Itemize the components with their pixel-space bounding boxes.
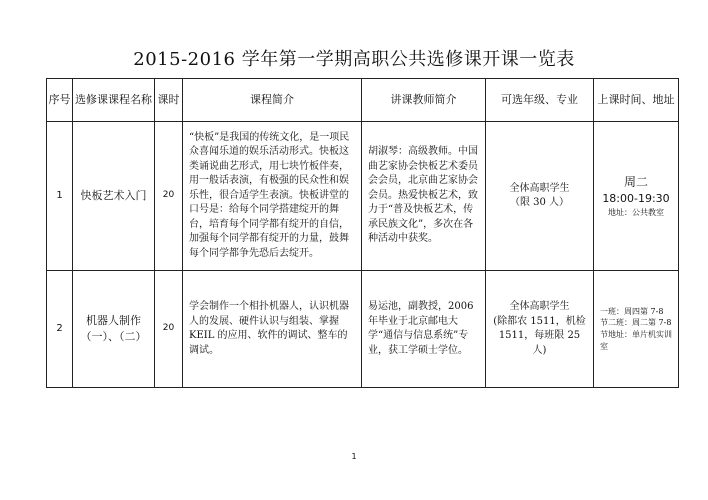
eligible-cell	[486, 271, 594, 388]
time-place-cell	[594, 122, 679, 271]
course-intro: 学会制作一个相扑机器人，认识机器人的发展、硬件认识与组装、掌握 KEIL 的应用、软件的调试、整车的调试。	[183, 271, 362, 388]
table-header-row	[47, 79, 679, 122]
course-name: 快板艺术入门	[73, 122, 155, 271]
eligible-line2: (除都农 1511，机检 1511，每班限 25 人)	[493, 315, 586, 356]
place: 地址：公共教室	[608, 207, 664, 217]
course-name-cell	[73, 271, 155, 388]
header-hours: 课时	[155, 79, 183, 122]
page-number: 1	[351, 452, 357, 461]
header-teacher-intro: 讲课教师简介	[362, 79, 486, 122]
eligible-line2: （限 30 人）	[509, 197, 570, 208]
header-index: 序号	[47, 79, 73, 122]
time-hours: 18:00-19:30	[602, 191, 670, 205]
teacher-intro: 易运池，副教授，2006 年毕业于北京邮电大学“通信与信息系统”专业，获工学硕士学位。	[362, 271, 486, 388]
table-row	[47, 271, 679, 388]
course-hours: 20	[155, 122, 183, 271]
eligible-line1: 全体高职学生	[509, 301, 570, 312]
course-table	[46, 78, 679, 388]
eligible-cell	[486, 122, 594, 271]
course-name-line2: （一）、（二）	[80, 330, 147, 343]
time-place: 一班：周四第 7-8 节二班：周二第 7-8 节地址：单片机实训室	[594, 271, 679, 388]
course-hours: 20	[155, 271, 183, 388]
header-time-place: 上课时间、地址	[594, 79, 679, 122]
time-day: 周二	[623, 174, 648, 189]
page-title: 2015-2016 学年第一学期高职公共选修课开课一览表	[133, 49, 575, 70]
course-name-line1: 机器人制作	[86, 314, 141, 328]
header-course-intro: 课程简介	[183, 79, 362, 122]
eligible-line1: 全体高职学生	[509, 182, 570, 194]
header-course-name: 选修课课程名称	[73, 79, 155, 122]
header-eligible: 可选年级、专业	[486, 79, 594, 122]
course-intro: “快板”是我国的传统文化，是一项民众喜闻乐道的娱乐活动形式。快板这类诵说曲艺形式，用七块竹板伴奏，用一般话表演，有极强的民众性和娱乐性，很合适学生表演。快板讲堂的口号是：给每个同学搭建绽开的舞台，培育每个同学都有绽开的自信，加强每个同学都有绽开的力量，鼓舞每个同学都争先恐后去绽开。	[183, 122, 362, 271]
row-index: 2	[47, 271, 73, 388]
row-index: 1	[47, 122, 73, 271]
table-row	[47, 122, 679, 271]
teacher-intro: 胡淑琴：高级教师。中国曲艺家协会快板艺术委员会会员，北京曲艺家协会会员。热爱快板艺术，致力于“普及快板艺术，传承民族文化”，多次在各种活动中获奖。	[362, 122, 486, 271]
